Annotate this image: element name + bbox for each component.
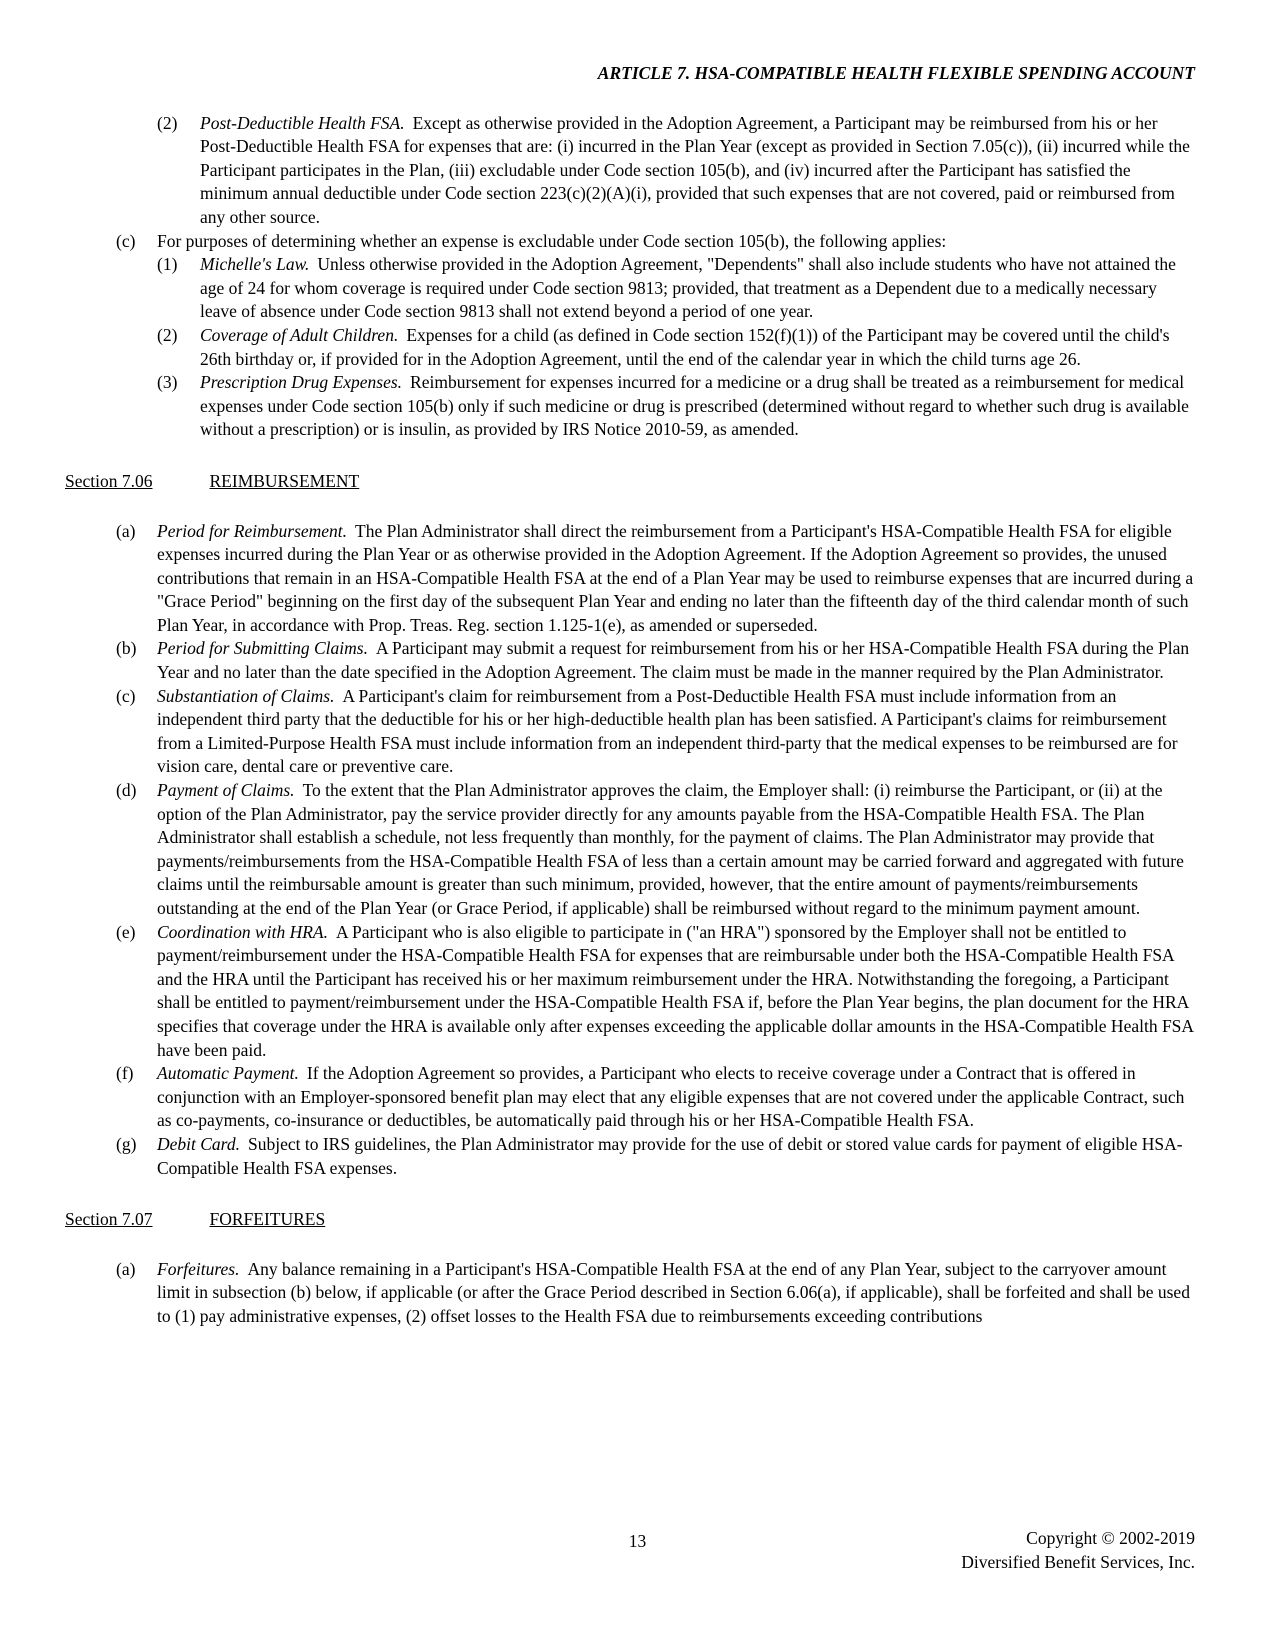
item-marker: (f) xyxy=(116,1063,134,1084)
item-body xyxy=(157,685,1195,779)
item-marker: (g) xyxy=(116,1133,137,1154)
page-number: 13 xyxy=(628,1531,647,1551)
item-text: The Plan Administrator shall direct the reimbursement from a Participant's HSA-Compatible Health FSA for eligible expenses incurred during the Plan Year or as otherwise provided in the Adoption Agreement. If the Adoption Agreement so provides, the unused contributions that remain in an HSA-Compatible Health FSA at the end of a Plan Year may be used to reimburse expenses that are incurred during a "Grace Period" beginning on the first day of the subsequent Plan Year and ending no later than the fifteenth day of the third calendar month of such Plan Year, in accordance with Prop. Treas. Reg. section 1.125-1(e), as amended or superseded. xyxy=(157,520,1194,635)
item-label: Debit Card. xyxy=(157,1133,240,1154)
item-text: Subject to IRS guidelines, the Plan Administrator may provide for the use of debit or stored value cards for payment of eligible HSA-Compatible Health FSA expenses. xyxy=(157,1133,1183,1178)
article-header: ARTICLE 7. HSA-COMPATIBLE HEALTH FLEXIBLE SPENDING ACCOUNT xyxy=(597,63,1195,83)
item-marker: (c) xyxy=(116,685,136,706)
item-body xyxy=(157,520,1195,638)
section-number: Section 7.06 xyxy=(65,470,153,491)
item-text: Unless otherwise provided in the Adoption Agreement, "Dependents" shall also include students who have not attained the age of 24 for whom coverage is required under Code section 9813; provided, that treatment as a Dependent due to a medically necessary leave of absence under Code section 9813 shall not extend beyond a period of one year. xyxy=(200,254,1176,322)
item-marker: (2) xyxy=(157,112,178,133)
item-label: Automatic Payment. xyxy=(157,1063,299,1084)
item-body xyxy=(200,371,1195,442)
item-body xyxy=(200,253,1195,324)
item-body xyxy=(157,921,1195,1063)
item-text: A Participant may submit a request for reimbursement from his or her HSA-Compatible Health FSA during the Plan Year and no later than the date specified in the Adoption Agreement. The claim must be made in the manner required by the Plan Administrator. xyxy=(157,638,1190,683)
item-text: Reimbursement for expenses incurred for a medicine or a drug shall be treated as a reimbursement for medical expenses under Code section 105(b) only if such medicine or drug is prescribed (determined without regard to whether such drug is available without a prescription) or is insulin, as provided by IRS Notice 2010-59, as amended. xyxy=(200,372,1189,440)
item-text: If the Adoption Agreement so provides, a Participant who elects to receive coverage under a Contract that is offered in conjunction with an Employer-sponsored benefit plan may elect that any eligible expenses that are not covered under the applicable Contract, such as co-payments, co-insurance or deductibles, be automatically paid through his or her HSA-Compatible Health FSA. xyxy=(157,1063,1185,1131)
section-heading-7-07 xyxy=(65,1208,1195,1232)
list-item xyxy=(65,1133,1195,1180)
item-label: Period for Submitting Claims. xyxy=(157,638,368,659)
item-body xyxy=(157,230,1195,254)
item-label: Payment of Claims. xyxy=(157,780,295,801)
item-marker: (1) xyxy=(157,254,178,275)
item-text: A Participant who is also eligible to participate in ("an HRA") sponsored by the Employer shall not be entitled to payment/reimbursement under the HSA-Compatible Health FSA for expenses that are reimbursable under both the HSA-Compatible Health FSA and the HRA until the Participant has received his or her maximum reimbursement under the HRA. Notwithstanding the foregoing, a Participant shall be entitled to payment/reimbursement under the HSA-Compatible Health FSA if, before the Plan Year begins, the plan document for the HRA specifies that coverage under the HRA is available only after expenses exceeding the applicable dollar amounts in the HSA-Compatible Health FSA have been paid. xyxy=(157,921,1194,1060)
item-marker: (a) xyxy=(116,1258,136,1279)
item-marker: (2) xyxy=(157,324,178,345)
item-label: Forfeitures. xyxy=(157,1258,240,1279)
item-label: Coverage of Adult Children. xyxy=(200,324,399,345)
list-item xyxy=(65,779,1195,921)
list-item xyxy=(65,1258,1195,1329)
item-body xyxy=(157,1258,1195,1329)
item-body xyxy=(157,637,1195,684)
list-item xyxy=(65,253,1195,324)
item-label: Prescription Drug Expenses. xyxy=(200,372,403,393)
item-label: Michelle's Law. xyxy=(200,254,310,275)
copyright-notice xyxy=(961,1526,1195,1574)
section-title: REIMBURSEMENT xyxy=(209,470,360,491)
list-item xyxy=(65,520,1195,638)
section-heading-7-06 xyxy=(65,470,1195,494)
section-title: FORFEITURES xyxy=(209,1209,326,1230)
item-label: Substantiation of Claims. xyxy=(157,685,335,706)
item-marker: (e) xyxy=(116,921,136,942)
item-text: For purposes of determining whether an expense is excludable under Code section 105(b), the following applies: xyxy=(157,230,947,251)
item-marker: (3) xyxy=(157,372,178,393)
item-text: A Participant's claim for reimbursement from a Post-Deductible Health FSA must include information from an independent third party that the deductible for his or her high-deductible health plan has been satisfied. A Participant's claims for reimbursement from a Limited-Purpose Health FSA must include information from an independent third-party that the medical expenses to be reimbursed are for vision care, dental care or preventive care. xyxy=(157,685,1178,777)
item-body xyxy=(157,779,1195,921)
item-body xyxy=(157,1133,1195,1180)
item-marker: (d) xyxy=(116,780,137,801)
list-item xyxy=(65,1062,1195,1133)
item-marker: (a) xyxy=(116,520,136,541)
item-label: Post-Deductible Health FSA. xyxy=(200,112,405,133)
list-item xyxy=(65,324,1195,371)
section-number: Section 7.07 xyxy=(65,1209,153,1230)
item-text: Except as otherwise provided in the Adoption Agreement, a Participant may be reimbursed from his or her Post-Deductible Health FSA for expenses that are: (i) incurred in the Plan Year (except as provided in Section 7.05(c)), (ii) incurred while the Participant participates in the Plan, (iii) excludable under Code section 105(b), and (iv) incurred after the Participant has satisfied the minimum annual deductible under Code section 223(c)(2)(A)(i), provided that such expenses that are not covered, paid or reimbursed from any other source. xyxy=(200,112,1190,227)
item-marker: (b) xyxy=(116,638,137,659)
list-item xyxy=(65,637,1195,684)
list-item xyxy=(65,685,1195,779)
item-body xyxy=(200,112,1195,230)
item-body xyxy=(157,1062,1195,1133)
list-item xyxy=(65,921,1195,1063)
copyright-line-2: Diversified Benefit Services, Inc. xyxy=(961,1552,1195,1572)
item-body xyxy=(200,324,1195,371)
document-body xyxy=(65,112,1195,1329)
list-item xyxy=(65,371,1195,442)
copyright-line-1: Copyright © 2002-2019 xyxy=(1026,1528,1195,1548)
item-label: Period for Reimbursement. xyxy=(157,520,348,541)
item-text: To the extent that the Plan Administrator approves the claim, the Employer shall: (i) reimburse the Participant, or (ii) at the option of the Plan Administrator, pay the service provider directly for any amounts payable from the HSA-Compatible Health FSA. The Plan Administrator shall establish a schedule, not less frequently than monthly, for the payment of claims. The Plan Administrator may provide that payments/reimbursements from the HSA-Compatible Health FSA of less than a certain amount may be carried forward and aggregated with future claims until the reimbursable amount is greater than such minimum, provided, however, that the entire amount of payments/reimbursements outstanding at the end of the Plan Year (or Grace Period, if applicable) shall be reimbursed without regard to the minimum payment amount. xyxy=(157,780,1184,918)
item-marker: (c) xyxy=(116,230,136,251)
list-item xyxy=(65,112,1195,230)
item-text: Any balance remaining in a Participant's HSA-Compatible Health FSA at the end of any Plan Year, subject to the carryover amount limit in subsection (b) below, if applicable (or after the Grace Period described in Section 6.06(a), if applicable), shall be forfeited and shall be used to (1) pay administrative expenses, (2) offset losses to the Health FSA due to reimbursements exceeding contributions xyxy=(157,1258,1190,1326)
item-text: Expenses for a child (as defined in Code section 152(f)(1)) of the Participant may be covered until the child's 26th birthday or, if provided for in the Adoption Agreement, until the end of the calendar year in which the child turns age 26. xyxy=(200,324,1170,369)
list-item xyxy=(65,230,1195,254)
item-label: Coordination with HRA. xyxy=(157,921,328,942)
